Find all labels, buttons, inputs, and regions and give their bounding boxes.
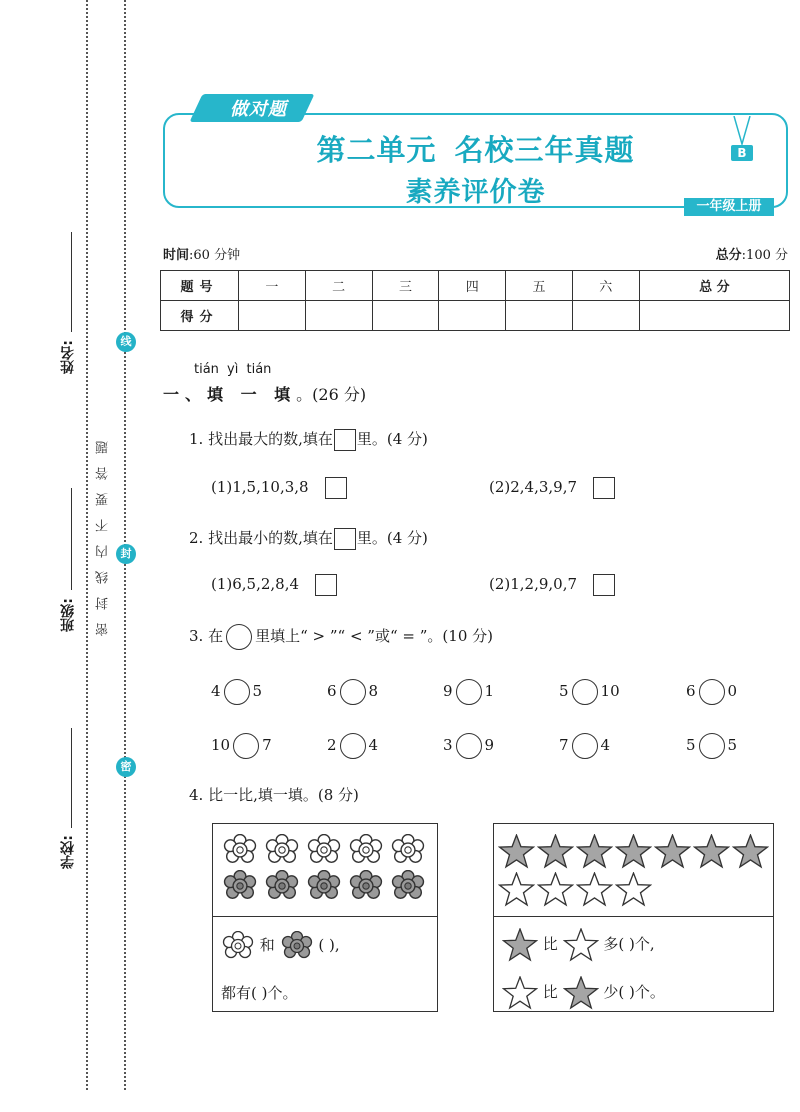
q3-suffix: 里填上“ > ”“ < ”或“ = ”。(10 分)	[255, 627, 493, 645]
pair-left: 10	[211, 736, 231, 754]
q2-item-1	[211, 574, 337, 596]
answer-box[interactable]	[325, 477, 347, 499]
name-line	[71, 232, 72, 332]
page-subtitle: 素养评价卷	[405, 177, 546, 208]
flower-blank[interactable]: ( ),	[318, 936, 340, 954]
q1-item-2-text: (2)2,4,3,9,7	[489, 478, 578, 496]
pair-left: 7	[559, 736, 569, 754]
tag-text: 做对题	[230, 99, 287, 120]
q1-prefix: 1. 找出最大的数,填在	[189, 430, 333, 448]
school-line	[71, 728, 72, 828]
q2-item-2-text: (2)1,2,9,0,7	[489, 575, 578, 593]
score-cell[interactable]	[572, 301, 639, 331]
white-flower-icon	[389, 834, 427, 866]
pair-right: 8	[368, 682, 379, 700]
compare-pair	[327, 679, 378, 705]
pair-right: 4	[600, 736, 611, 754]
table-col: 一	[239, 271, 306, 301]
gray-flower-row	[221, 870, 427, 902]
pair-left: 6	[327, 682, 337, 700]
answer-box[interactable]	[315, 574, 337, 596]
answer-circle[interactable]	[699, 679, 725, 705]
title-unit: 第二单元	[316, 133, 437, 167]
pair-right: 1	[484, 682, 495, 700]
pair-right: 7	[262, 736, 272, 754]
box-divider	[494, 916, 773, 917]
star-bi-2: 比	[542, 983, 558, 1001]
white-flower-icon	[263, 834, 301, 866]
grade-badge: 一年级上册	[684, 198, 774, 216]
compare-pair	[686, 679, 737, 705]
pair-right: 4	[368, 736, 379, 754]
gray-star-icon	[732, 834, 769, 869]
white-star-row	[498, 872, 652, 907]
gray-star-icon	[563, 976, 599, 1010]
question-4	[189, 784, 359, 805]
gray-star-icon	[654, 834, 691, 869]
white-flower-icon	[347, 834, 385, 866]
score-cell[interactable]	[239, 301, 306, 331]
compare-pair	[686, 733, 737, 759]
page-title	[163, 128, 788, 169]
seal-mark-xian: 线	[116, 332, 136, 352]
score-cell[interactable]	[639, 301, 789, 331]
gray-flower-icon	[221, 870, 259, 902]
title-exam: 名校三年真题	[454, 133, 635, 167]
white-flower-icon	[305, 834, 343, 866]
answer-circle[interactable]	[233, 733, 259, 759]
q2-item-2	[489, 574, 615, 596]
compare-pair	[443, 733, 494, 759]
q2-suffix: 里。(4 分)	[356, 529, 428, 547]
flower-line-1	[221, 931, 340, 961]
gray-star-icon	[693, 834, 730, 869]
pair-left: 3	[443, 736, 453, 754]
white-star-icon	[576, 872, 613, 907]
time-value: :60 分钟	[189, 248, 241, 263]
pair-left: 5	[559, 682, 569, 700]
badge-string-icon	[730, 116, 754, 146]
total-value: :100 分	[741, 248, 788, 263]
question-3	[189, 624, 493, 650]
pair-left: 2	[327, 736, 337, 754]
score-cell[interactable]	[439, 301, 506, 331]
table-row	[161, 301, 790, 331]
answer-circle[interactable]	[699, 733, 725, 759]
gray-star-row	[498, 834, 769, 869]
compare-pair	[211, 733, 272, 759]
table-head-score: 得分	[161, 301, 239, 331]
pair-right: 0	[727, 682, 738, 700]
gray-star-icon	[537, 834, 574, 869]
question-1	[189, 428, 428, 451]
answer-circle[interactable]	[340, 733, 366, 759]
flower-and: 和	[259, 936, 275, 954]
version-badge: B	[731, 145, 753, 161]
white-star-icon	[563, 928, 599, 962]
pair-left: 4	[211, 682, 221, 700]
compare-pair	[559, 733, 610, 759]
seal-text: 密封线内不要答题	[96, 428, 111, 636]
q4-prefix: 4. 比一比,填一填。(8 分)	[189, 786, 359, 804]
pair-right: 5	[252, 682, 263, 700]
answer-box-icon	[334, 528, 356, 550]
answer-circle[interactable]	[456, 679, 482, 705]
q1-item-2	[489, 477, 615, 499]
pair-right: 9	[484, 736, 495, 754]
compare-pair	[443, 679, 494, 705]
flower-compare-box	[212, 823, 438, 1012]
seal-mark-mi: 密	[116, 757, 136, 777]
white-flower-icon	[221, 834, 259, 866]
section-pinyin: tián yì tián	[194, 362, 272, 377]
score-cell[interactable]	[506, 301, 573, 331]
white-star-icon	[498, 872, 535, 907]
gray-flower-icon	[263, 870, 301, 902]
white-star-icon	[537, 872, 574, 907]
score-cell[interactable]	[372, 301, 439, 331]
table-col: 二	[305, 271, 372, 301]
gray-star-icon	[502, 928, 538, 962]
gray-star-icon	[615, 834, 652, 869]
table-col: 五	[506, 271, 573, 301]
table-col: 总 分	[639, 271, 789, 301]
table-row	[161, 271, 790, 301]
compare-pair	[559, 679, 620, 705]
seal-mark-feng: 封	[116, 544, 136, 564]
answer-circle-icon	[226, 624, 252, 650]
gray-flower-icon	[305, 870, 343, 902]
school-label: 学校:	[60, 835, 76, 869]
answer-circle[interactable]	[572, 733, 598, 759]
compare-pair	[327, 733, 378, 759]
class-label: 班级:	[60, 598, 76, 632]
gray-flower-icon	[347, 870, 385, 902]
q2-prefix: 2. 找出最小的数,填在	[189, 529, 333, 547]
q1-suffix: 里。(4 分)	[356, 430, 428, 448]
pair-right: 5	[727, 736, 738, 754]
name-label: 姓名:	[60, 340, 76, 374]
time-info	[163, 244, 240, 263]
table-col: 六	[572, 271, 639, 301]
white-flower-icon	[221, 931, 255, 961]
q3-prefix: 3. 在	[189, 627, 224, 645]
star-bi-1: 比	[542, 935, 558, 953]
table-col: 四	[439, 271, 506, 301]
pair-left: 9	[443, 682, 453, 700]
answer-box-icon	[334, 429, 356, 451]
white-flower-row	[221, 834, 427, 866]
star-less-blank[interactable]: 少( )个。	[603, 983, 665, 1001]
star-line-1	[502, 928, 655, 962]
gray-star-icon	[498, 834, 535, 869]
pair-left: 5	[686, 736, 696, 754]
star-compare-box	[493, 823, 774, 1012]
table-head-number: 题号	[161, 271, 239, 301]
answer-circle[interactable]	[224, 679, 250, 705]
answer-box[interactable]	[593, 574, 615, 596]
q2-item-1-text: (1)6,5,2,8,4	[211, 575, 300, 593]
answer-circle[interactable]	[456, 733, 482, 759]
answer-circle[interactable]	[340, 679, 366, 705]
tag-badge	[196, 94, 308, 122]
gray-flower-icon	[280, 931, 314, 961]
pair-right: 10	[600, 682, 620, 700]
total-info	[716, 244, 788, 263]
total-label: 总分	[715, 248, 742, 263]
question-2	[189, 527, 428, 550]
answer-circle[interactable]	[572, 679, 598, 705]
section-title-text: 一、填 一 填	[163, 385, 297, 404]
section-title	[163, 382, 366, 405]
class-line	[71, 488, 72, 590]
table-col: 三	[372, 271, 439, 301]
star-more-blank[interactable]: 多( )个,	[603, 935, 655, 953]
score-cell[interactable]	[305, 301, 372, 331]
star-line-2	[502, 976, 665, 1010]
answer-box[interactable]	[593, 477, 615, 499]
flower-line-2: 都有( )个。	[221, 984, 298, 1002]
compare-pair	[211, 679, 262, 705]
q1-item-1	[211, 477, 347, 499]
pair-left: 6	[686, 682, 696, 700]
time-label: 时间	[163, 248, 190, 263]
score-table	[160, 270, 790, 331]
gray-flower-icon	[389, 870, 427, 902]
box-divider	[213, 916, 437, 917]
section-points: 。(26 分)	[296, 385, 367, 404]
white-star-icon	[615, 872, 652, 907]
white-star-icon	[502, 976, 538, 1010]
gray-star-icon	[576, 834, 613, 869]
q1-item-1-text: (1)1,5,10,3,8	[211, 478, 309, 496]
binding-dash-outer	[86, 0, 88, 1090]
